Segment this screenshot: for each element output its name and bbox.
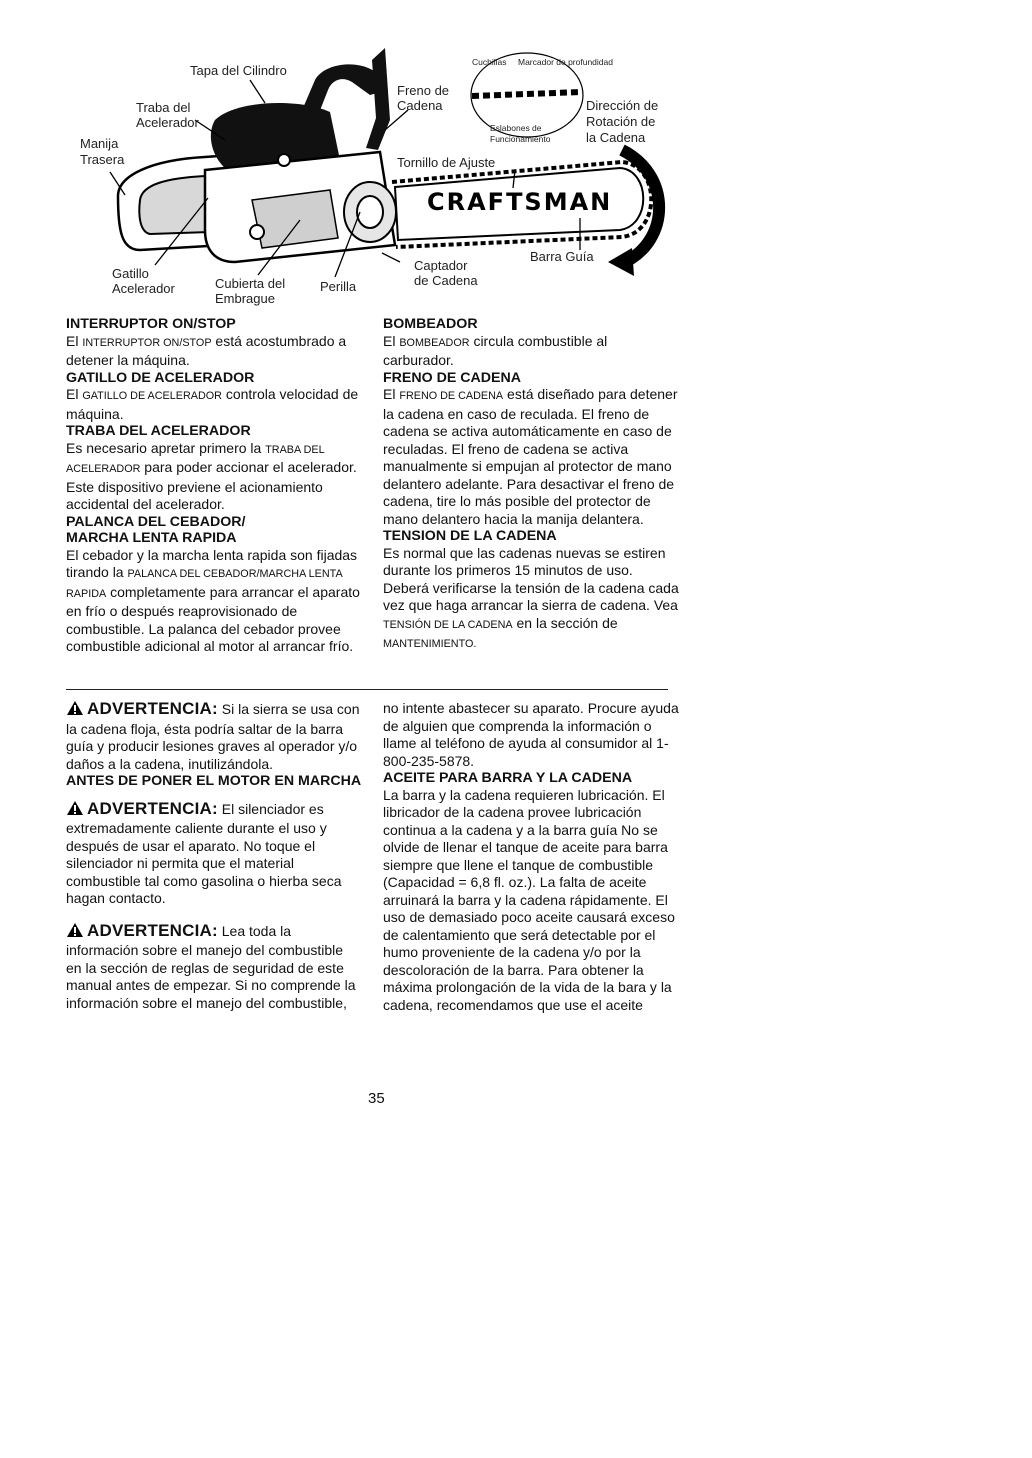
craftsman-logo: CRAFTSMAN <box>427 188 613 216</box>
label-manija-trasera-2: Trasera <box>80 152 125 167</box>
label-cuchillas: Cuchillas <box>472 57 507 67</box>
heading-palanca-2: MARCHA LENTA RAPIDA <box>66 530 237 546</box>
heading-interruptor: INTERRUPTOR ON/STOP <box>66 316 236 332</box>
paragraph-bombeador: El BOMBEADOR circula combustible al carburador. <box>383 332 608 368</box>
label-perilla: Perilla <box>320 279 357 294</box>
label-direccion-2: Rotación de <box>586 114 656 129</box>
paragraph-aceite: La barra y la cadena requieren lubricación. El libricador de la cadena provee lubricación continua a la cadena y a la barra guía No se olvide de llenar el tanque de aceite para barra siempre que llene el tanque de combustible (Capacidad = 6,8 fl. oz.). La falta de aceite arruinará la barra y la cadena rápidamente. El uso de demasiado poco aceite causará exceso de calentamiento que será detectable por el humo proveniente de la cadena y/o por la descoloración de la barra. Para obtener la máxima prolongación de la vida de la bara y la cadena, recomendamos que use el aceite <box>383 786 675 1013</box>
paragraph-gatillo: El GATILLO DE ACELERADOR controla velocidad de máquina. <box>66 386 359 422</box>
label-barra-guia: Barra Guía <box>530 249 594 264</box>
label-tornillo-de-ajuste: Tornillo de Ajuste <box>397 155 496 170</box>
upper-right-column <box>383 316 679 654</box>
warning-block-1: ADVERTENCIA: Si la sierra se usa con la cadena floja, ésta podría saltar de la barra guía y producir lesiones graves al operador y/o daños a la cadena, inutilizándola. <box>66 699 360 772</box>
label-direccion-1: Dirección de <box>586 98 659 113</box>
warning-triangle-icon <box>66 800 84 821</box>
upper-left-column <box>66 316 362 656</box>
label-freno-de-cadena-2: Cadena <box>397 98 443 113</box>
page-number: 35 <box>368 1090 385 1107</box>
heading-antes-de-poner: ANTES DE PONER EL MOTOR EN MARCHA <box>66 773 362 789</box>
paragraph-continuation: no intente abastecer su aparato. Procure ayuda de alguien que comprenda la información o llame al teléfono de ayuda al consumidor al 1-800-235-5878. <box>383 700 679 769</box>
label-marcador-profundidad: Marcador de profundidad <box>518 57 613 67</box>
paragraph-palanca: El cebador y la marcha lenta rapida son fijadas tirando la PALANCA DEL CEBADOR/MARCHA LENTA RAPIDA completamente para arrancar el aparato en frío o después reaprovisionado de combustible. La palanca del cebador provee combustible adicional al motor al arrancar frío. <box>66 546 360 654</box>
label-traba-del-acelerador-2: Acelerador <box>136 115 199 130</box>
lower-right-column <box>383 700 679 1014</box>
section-divider <box>66 689 668 690</box>
warning-triangle-icon <box>66 922 84 943</box>
label-direccion-3: la Cadena <box>586 130 646 145</box>
warning-block-2: ADVERTENCIA: El silenciador es extremadamente caliente durante el uso y después de usar el aparato. No toque el silenciador ni permita que el material combustible tal como gasolina o hierba seca hagan contacto. <box>66 798 342 906</box>
heading-gatillo: GATILLO DE ACELERADOR <box>66 369 255 386</box>
lower-left-column <box>66 700 362 1012</box>
label-traba-del-acelerador-1: Traba del <box>136 100 191 115</box>
paragraph-interruptor: El INTERRUPTOR ON/STOP está acostumbrado a detener la máquina. <box>66 332 347 368</box>
label-eslabones-1: Eslabones de <box>490 123 542 133</box>
label-cubierta-embrague-2: Embrague <box>215 291 275 306</box>
chainsaw-illustration <box>0 0 1032 318</box>
paragraph-tension: Es normal que las cadenas nuevas se estiren durante los primeros 15 minutos de uso. Deberá verificarse la tensión de la cadena cada vez que haga arrancar la sierra de cadena. Vea TENSIÓN DE LA CADENA en la sección de MANTENIMIENTO. <box>383 544 679 650</box>
label-tapa-del-cilindro: Tapa del Cilindro <box>190 63 287 78</box>
heading-aceite: ACEITE PARA BARRA Y LA CADENA <box>383 770 633 786</box>
label-captador-1: Captador <box>414 258 468 273</box>
label-cubierta-embrague-1: Cubierta del <box>215 276 286 291</box>
heading-traba: TRABA DEL ACELERADOR <box>66 423 251 439</box>
warning-block-3: ADVERTENCIA: Lea toda la información sobre el manejo del combustible en la sección de reglas de seguridad de este manual antes de empezar. Si no comprende la información sobre el manejo del combustible, <box>66 920 356 1011</box>
heading-palanca-1: PALANCA DEL CEBADOR/ <box>66 513 246 530</box>
heading-bombeador: BOMBEADOR <box>383 316 478 332</box>
label-gatillo-acelerador-2: Acelerador <box>112 281 175 296</box>
label-manija-trasera-1: Manija <box>80 136 119 151</box>
paragraph-traba: Es necesario apretar primero la TRABA DEL ACELERADOR para poder accionar el acelerador. Este dispositivo previene el acionamiento accidental del acelerador. <box>66 439 357 512</box>
warning-triangle-icon <box>66 700 84 721</box>
heading-tension: TENSION DE LA CADENA <box>383 528 557 544</box>
label-freno-de-cadena-1: Freno de <box>397 83 450 98</box>
heading-freno: FRENO DE CADENA <box>383 369 521 386</box>
paragraph-freno: El FRENO DE CADENA está diseñado para detener la cadena en caso de reculada. El freno de cadena se activa automáticamente en caso de reculadas. El freno de cadena se activa manualmente si empujan al protector de mano delantero adelante. Para desactivar el freno de cadena, tire lo más posible del protector de mano delantero hacia la manija delantera. <box>383 386 678 527</box>
chainsaw-diagram <box>0 0 1032 318</box>
label-captador-2: de Cadena <box>414 273 478 288</box>
label-eslabones-2: Funcionamiento <box>490 134 551 144</box>
label-gatillo-acelerador-1: Gatillo <box>112 266 149 281</box>
